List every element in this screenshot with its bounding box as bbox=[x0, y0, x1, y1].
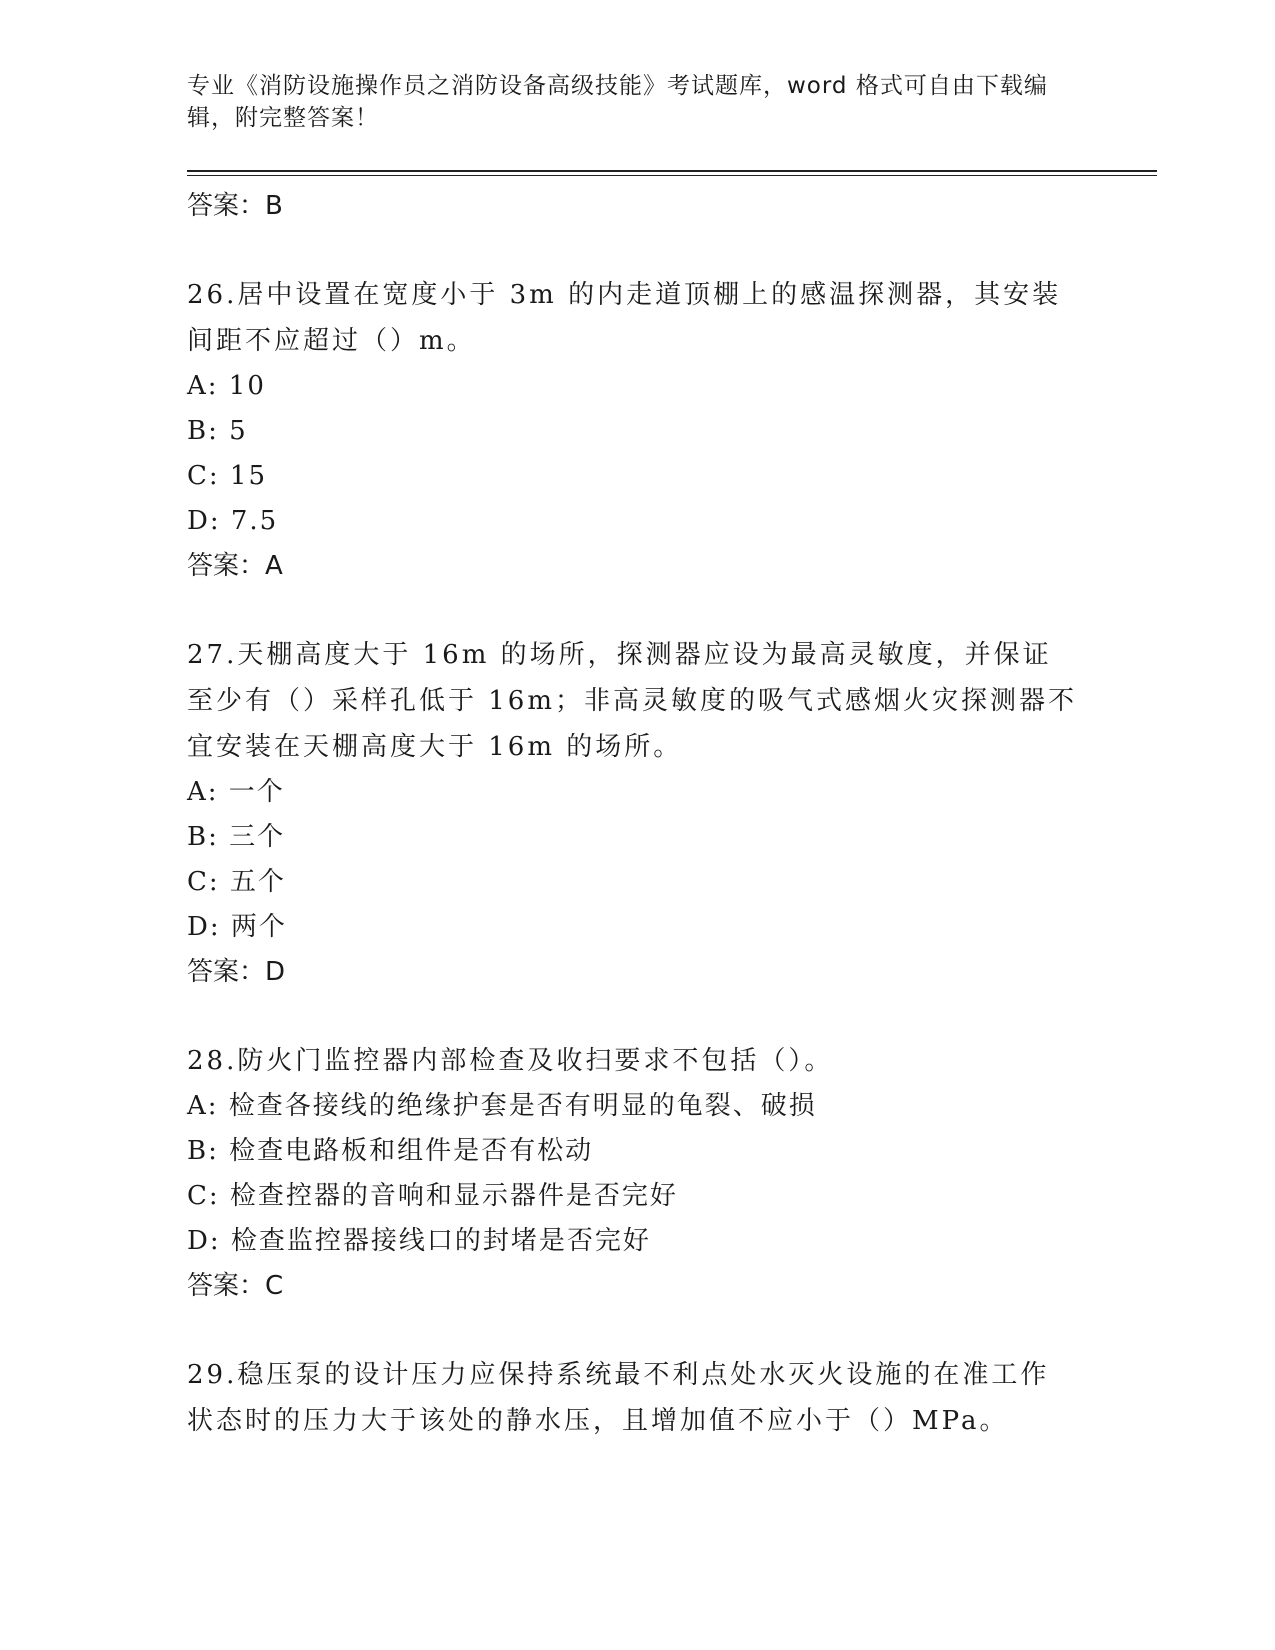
question-26 bbox=[187, 272, 1157, 588]
question-28 bbox=[187, 1038, 1157, 1308]
question-answer: 答案：A bbox=[187, 551, 283, 581]
question-stem: 26.居中设置在宽度小于 3m 的内走道顶棚上的感温探测器，其安装间距不应超过（）m。 bbox=[187, 280, 1062, 356]
option-a: A: 一个 bbox=[187, 777, 285, 807]
option-d: D: 7.5 bbox=[187, 506, 279, 536]
option-a: A: 检查各接线的绝缘护套是否有明显的龟裂、破损 bbox=[187, 1091, 817, 1121]
option-d: D: 检查监控器接线口的封堵是否完好 bbox=[187, 1226, 651, 1256]
question-stem: 28.防火门监控器内部检查及收扫要求不包括（）。 bbox=[187, 1046, 834, 1076]
question-answer: 答案：C bbox=[187, 1271, 284, 1301]
document-page bbox=[187, 70, 1157, 1444]
option-d: D: 两个 bbox=[187, 912, 287, 942]
option-c: C: 检查控器的音响和显示器件是否完好 bbox=[187, 1181, 678, 1211]
option-b: B: 检查电路板和组件是否有松动 bbox=[187, 1136, 594, 1166]
question-answer: 答案：D bbox=[187, 957, 286, 987]
question-29 bbox=[187, 1352, 1157, 1444]
header-divider bbox=[187, 170, 1157, 176]
question-27 bbox=[187, 632, 1157, 994]
document-header: 专业《消防设施操作员之消防设备高级技能》考试题库，word 格式可自由下载编辑，附完整答案！ bbox=[187, 73, 1048, 131]
option-c: C: 五个 bbox=[187, 867, 286, 897]
answer-25: 答案：B bbox=[187, 191, 283, 221]
question-stem: 29.稳压泵的设计压力应保持系统最不利点处水灭火设施的在准工作状态时的压力大于该处的静水压，且增加值不应小于（）MPa。 bbox=[187, 1360, 1050, 1436]
question-stem: 27.天棚高度大于 16m 的场所，探测器应设为最高灵敏度，并保证至少有（）采样孔低于 16m；非高灵敏度的吸气式感烟火灾探测器不宜安装在天棚高度大于 16m 的场所。 bbox=[187, 640, 1078, 762]
option-b: B: 三个 bbox=[187, 822, 286, 852]
option-a: A: 10 bbox=[187, 371, 266, 401]
option-b: B: 5 bbox=[187, 416, 248, 446]
option-c: C: 15 bbox=[187, 461, 268, 491]
